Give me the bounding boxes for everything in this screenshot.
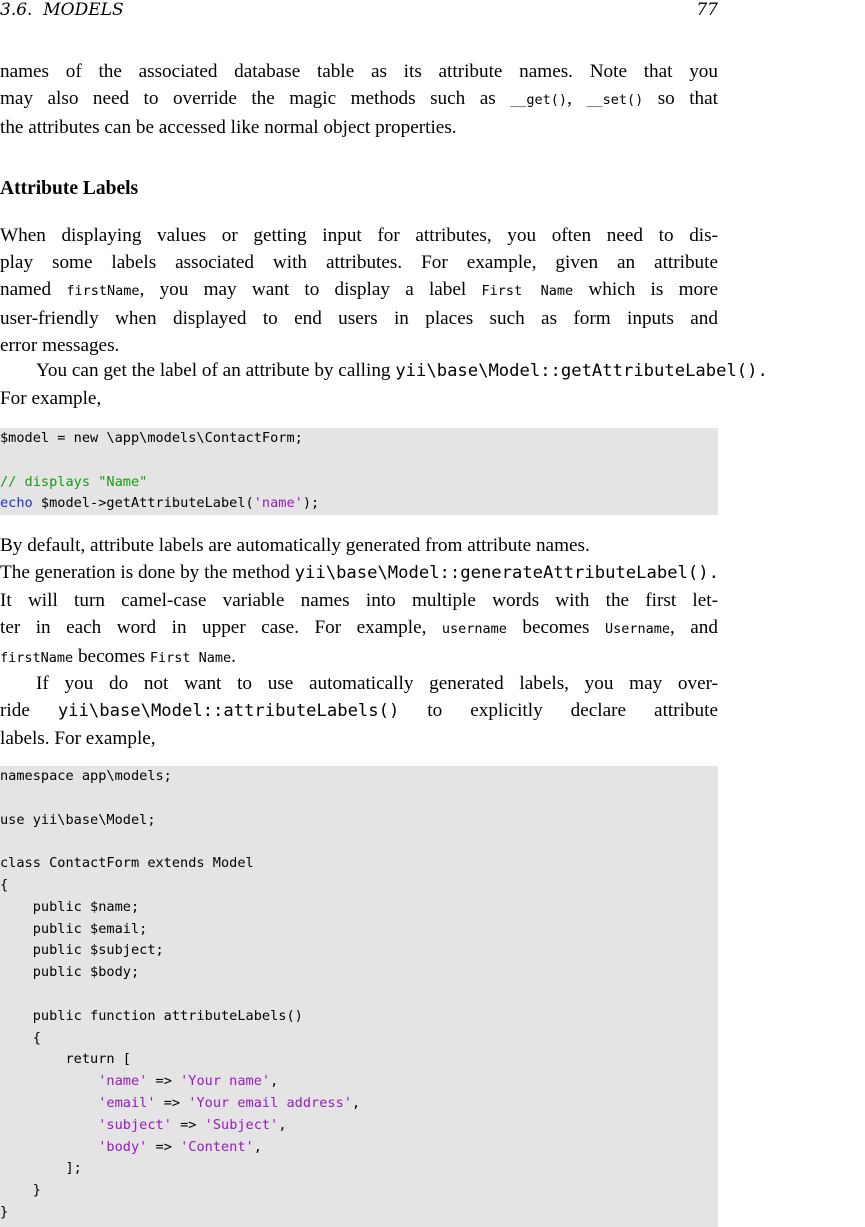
text-line: The generation is done by the method yii\base\Model::generateAttributeLabel(). [0,562,719,583]
text-line: may also need to override the magic methods such as __get(), __set() so that [0,88,718,109]
code-line [0,450,718,472]
text-line: labels. For example, [0,728,156,749]
section-number: 3.6. [0,0,33,20]
code-string: 'body' [98,1138,148,1155]
text-line: named firstName, you may want to display a label First Name which is more [0,279,718,300]
inline-code: yii\base\Model::attributeLabels() [57,701,400,721]
inline-code: firstName [0,650,74,666]
code-line: class ContactForm extends Model [0,855,254,872]
section-heading: Attribute Labels [0,178,139,199]
text-line: user-friendly when displayed to end users in places such as form inputs and [0,308,718,329]
text-line: ride yii\base\Model::attributeLabels() to explicitly declare attribute [0,700,718,721]
code-string: 'subject' [98,1116,172,1133]
inline-code: __get() [510,92,568,108]
paragraph-4 [0,670,718,752]
text-line: error messages. [0,335,120,356]
text-line: If you do not want to use automatically generated labels, you may over- [36,673,718,694]
text-line: ter in each word in upper case. For example, username becomes Username, and [0,617,718,638]
code-comment: // displays "Name" [0,473,148,490]
code-line: 'body' => 'Content', [98,1138,262,1155]
code-line: ]; [0,1160,82,1177]
code-string: 'email' [98,1094,156,1111]
running-header [0,0,124,20]
code-line: { [0,876,9,893]
code-string: 'Content' [180,1138,254,1155]
paragraph-2 [0,357,865,412]
code-line: } [0,1203,9,1220]
inline-code: yii\base\Model::getAttributeLabel(). [395,361,768,381]
code-line [0,831,718,853]
code-line: public $body; [0,964,140,981]
text-line: By default, attribute labels are automatically generated from attribute names. [0,535,590,556]
text-line: play some labels associated with attributes. For example, given an attribute [0,252,718,273]
inline-code: firstName [66,283,140,299]
text-line: For example, [0,388,102,409]
inline-code: First Name [149,650,232,666]
code-string: 'Your name' [180,1073,271,1090]
code-line: public function attributeLabels() [0,1007,303,1024]
code-line: 'email' => 'Your email address', [98,1094,361,1111]
paragraph-1 [0,222,718,359]
code-string: 'Your email address' [188,1094,352,1111]
inline-code: Username [604,621,671,637]
code-line: public $email; [0,920,148,937]
inline-code: __set() [586,92,644,108]
chapter-title: MODELS [43,0,124,20]
code-line: public $name; [0,898,140,915]
code-line: $model = new \app\models\ContactForm; [0,430,303,446]
paragraph-3 [0,532,865,672]
code-string: 'name' [253,495,303,512]
code-string: 'name' [98,1073,148,1090]
code-block-2 [0,766,718,1227]
code-line: use yii\base\Model; [0,811,156,828]
code-line: namespace app\models; [0,768,172,784]
text-line: names of the associated database table as its attribute names. Note that you [0,61,718,82]
inline-code: username [441,621,507,637]
text-line: the attributes can be accessed like normal object properties. [0,117,457,138]
page-header [0,0,718,22]
code-line: } [0,1182,41,1199]
text-line: You can get the label of an attribute by calling yii\base\Model::getAttributeLabel(). [36,360,768,381]
code-line: public $subject; [0,942,164,959]
code-line: 'name' => 'Your name', [98,1073,279,1090]
code-line: return [ [0,1051,131,1068]
intro-paragraph [0,58,718,141]
inline-code: First Name [481,283,574,299]
text-line: When displaying values or getting input for attributes, you often need to dis- [0,225,718,246]
text-line: firstName becomes First Name. [0,646,236,667]
code-line [0,984,718,1006]
code-string: 'Subject' [204,1116,279,1133]
page-number: 77 [696,0,718,20]
code-keyword: echo [0,495,33,512]
code-line: 'subject' => 'Subject', [98,1116,287,1133]
code-line [0,788,718,810]
code-block-1 [0,428,718,515]
inline-code: yii\base\Model::generateAttributeLabel(). [294,563,719,583]
text-line: It will turn camel-case variable names into multiple words with the first let- [0,590,718,611]
code-line: { [0,1029,41,1046]
code-line: echo $model->getAttributeLabel('name'); [0,495,320,512]
